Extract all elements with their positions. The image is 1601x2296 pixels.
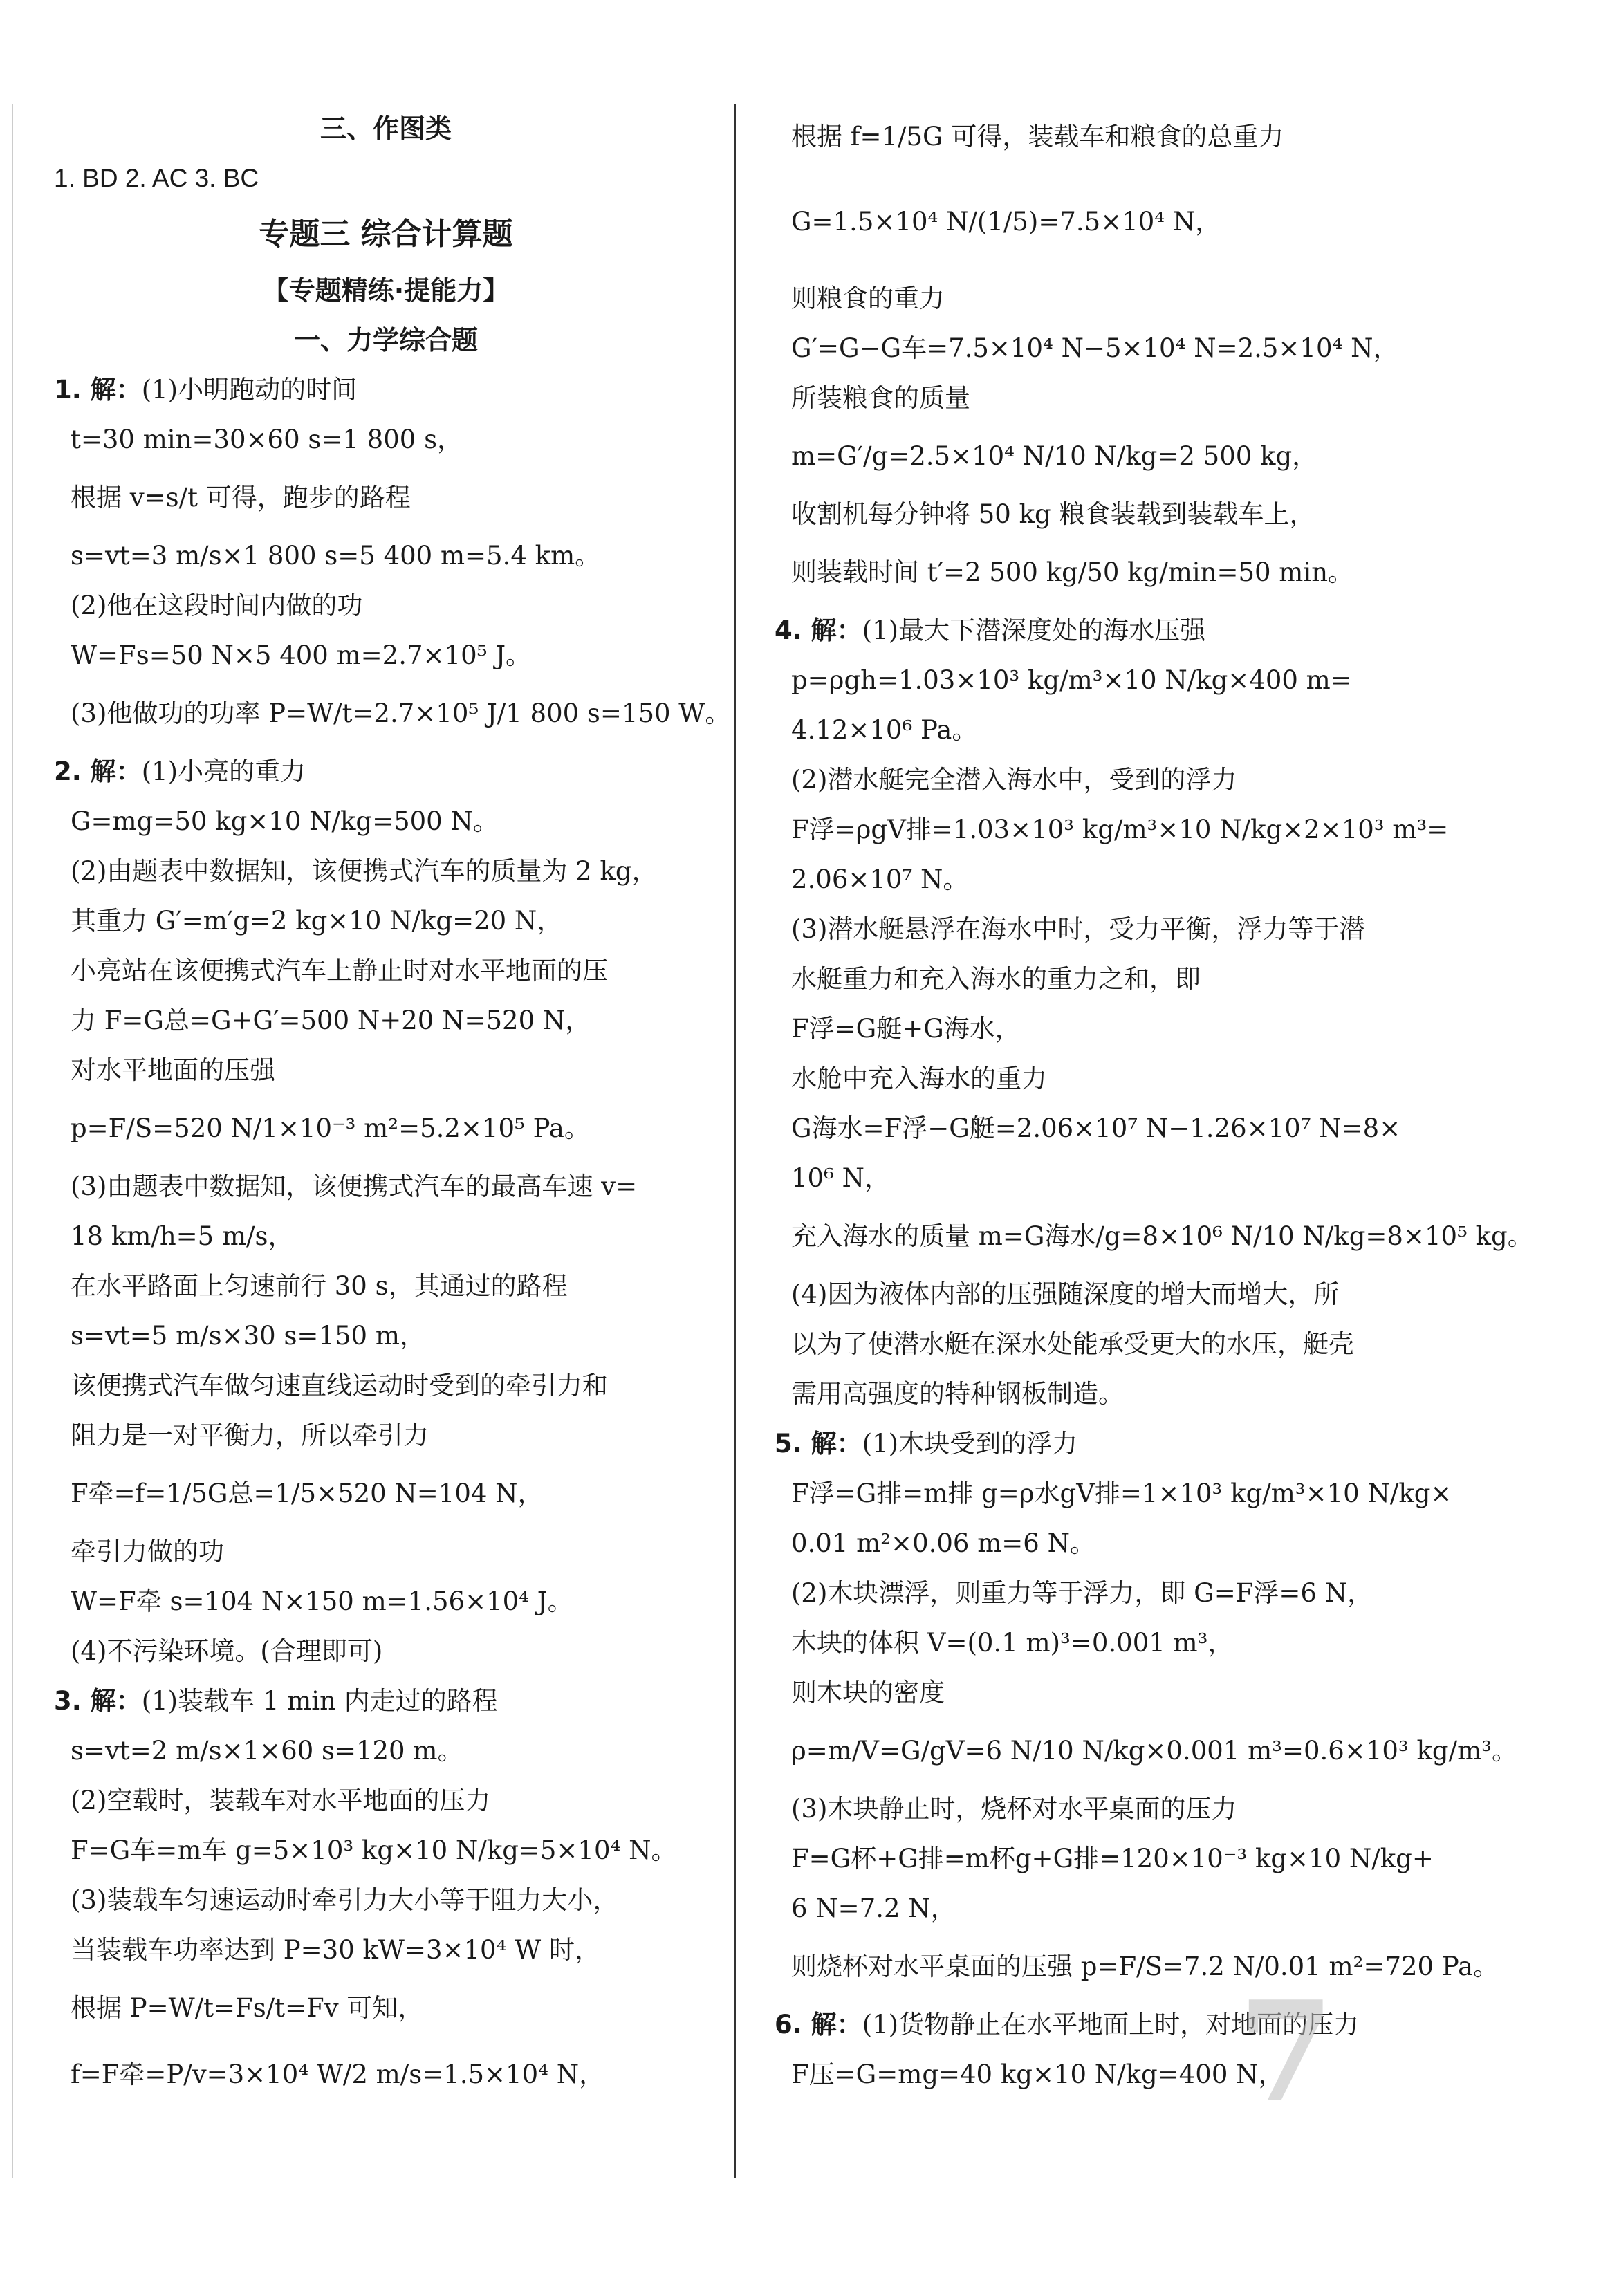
- right-line: (2)木块漂浮，则重力等于浮力，即 G=F浮=6 N，: [791, 1578, 1373, 1608]
- left-line: (2)由题表中数据知，该便携式汽车的质量为 2 kg，: [71, 856, 658, 886]
- right-line: 则烧杯对水平桌面的压强 p=F/S=7.2 N/0.01 m²=720 Pa。: [791, 1952, 1499, 1981]
- left-line: 【专题精练·提能力】: [262, 275, 510, 306]
- left-line: s=vt=3 m/s×1 800 s=5 400 m=5.4 km。: [71, 541, 601, 571]
- question-number: 5. 解：: [775, 1429, 862, 1459]
- left-line: (3)由题表中数据知，该便携式汽车的最高车速 v=: [71, 1172, 638, 1201]
- left-line: W=F牵 s=104 N×150 m=1.56×10⁴ J。: [71, 1586, 573, 1616]
- right-line: (3)木块静止时，烧杯对水平桌面的压力: [791, 1794, 1237, 1824]
- left-line: 力 F=G总=G+G′=500 N+20 N=520 N，: [71, 1006, 591, 1035]
- left-line: t=30 min=30×60 s=1 800 s，: [71, 425, 463, 454]
- left-line: 1. 解：(1)小明跑动的时间: [54, 375, 358, 405]
- right-line: 0.01 m²×0.06 m=6 N。: [791, 1528, 1095, 1558]
- question-number: 4. 解：: [775, 615, 862, 645]
- left-line: F=G车=m车 g=5×10³ kg×10 N/kg=5×10⁴ N。: [71, 1835, 677, 1865]
- question-number: 3. 解：: [54, 1686, 142, 1716]
- right-line: F压=G=mg=40 kg×10 N/kg=400 N，: [791, 2059, 1284, 2089]
- left-line: p=F/S=520 N/1×10⁻³ m²=5.2×10⁵ Pa。: [71, 1113, 590, 1143]
- left-line: 3. 解：(1)装载车 1 min 内走过的路程: [54, 1686, 498, 1716]
- right-line: 则木块的密度: [791, 1678, 945, 1707]
- left-line: 小亮站在该便携式汽车上静止时对水平地面的压: [71, 956, 608, 985]
- left-line: s=vt=2 m/s×1×60 s=120 m。: [71, 1736, 463, 1766]
- left-column: [54, 104, 731, 2108]
- right-line: F浮=G艇+G海水，: [791, 1014, 1021, 1044]
- left-line: (2)空载时，装载车对水平地面的压力: [71, 1786, 491, 1815]
- left-line: 一、力学综合题: [293, 325, 478, 355]
- left-line: 三、作图类: [320, 113, 452, 144]
- right-line: G=1.5×10⁴ N/(1/5)=7.5×10⁴ N，: [791, 207, 1221, 237]
- right-line: 需用高强度的特种钢板制造。: [791, 1379, 1124, 1409]
- left-line: 该便携式汽车做匀速直线运动时受到的牵引力和: [71, 1371, 608, 1400]
- right-line: 6. 解：(1)货物静止在水平地面上时，对地面的压力: [775, 2010, 1360, 2039]
- question-number: 6. 解：: [775, 2010, 862, 2039]
- right-line: (4)因为液体内部的压强随深度的增大而增大，所: [791, 1279, 1340, 1309]
- right-line: (2)潜水艇完全潜入海水中，受到的浮力: [791, 765, 1237, 795]
- right-line: G海水=F浮−G艇=2.06×10⁷ N−1.26×10⁷ N=8×: [791, 1113, 1401, 1143]
- left-line: 1. BD 2. AC 3. BC: [54, 164, 259, 192]
- right-line: 2.06×10⁷ N。: [791, 864, 969, 894]
- right-line: 6 N=7.2 N，: [791, 1894, 956, 1923]
- left-line: 18 km/h=5 m/s，: [71, 1221, 294, 1251]
- right-line: ρ=m/V=G/gV=6 N/10 N/kg×0.001 m³=0.6×10³ kg/m³。: [791, 1736, 1518, 1766]
- left-line: 当装载车功率达到 P=30 kW=3×10⁴ W 时，: [71, 1935, 600, 1965]
- page-number-watermark: 7: [1238, 1971, 1335, 2133]
- right-line: 根据 f=1/5G 可得，装载车和粮食的总重力: [791, 122, 1284, 151]
- question-number: 1. 解：: [54, 375, 142, 405]
- margin-rule: [12, 104, 13, 2178]
- right-line: 4. 解：(1)最大下潜深度处的海水压强: [775, 615, 1206, 645]
- question-number: 2. 解：: [54, 757, 142, 786]
- left-line: 阻力是一对平衡力，所以牵引力: [71, 1420, 429, 1450]
- right-line: 所装粮食的质量: [791, 383, 970, 413]
- left-line: s=vt=5 m/s×30 s=150 m，: [71, 1321, 425, 1351]
- left-line: 根据 P=W/t=Fs/t=Fv 可知，: [71, 1993, 424, 2023]
- left-line: F牵=f=1/5G总=1/5×520 N=104 N，: [71, 1479, 544, 1508]
- right-line: G′=G−G车=7.5×10⁴ N−5×10⁴ N=2.5×10⁴ N，: [791, 333, 1399, 363]
- right-line: F浮=ρgV排=1.03×10³ kg/m³×10 N/kg×2×10³ m³=: [791, 815, 1449, 844]
- left-line: (2)他在这段时间内做的功: [71, 591, 363, 620]
- left-line: 在水平路面上匀速前行 30 s，其通过的路程: [71, 1271, 568, 1301]
- right-line: 水舱中充入海水的重力: [791, 1064, 1047, 1093]
- right-line: 5. 解：(1)木块受到的浮力: [775, 1429, 1078, 1459]
- right-column: [775, 104, 1533, 2100]
- left-line: 对水平地面的压强: [71, 1055, 275, 1085]
- left-line: 根据 v=s/t 可得，跑步的路程: [71, 483, 411, 512]
- right-line: 以为了使潜水艇在深水处能承受更大的水压，艇壳: [791, 1329, 1354, 1359]
- right-line: 10⁶ N，: [791, 1163, 891, 1193]
- left-line: 其重力 G′=m′g=2 kg×10 N/kg=20 N，: [71, 906, 563, 936]
- right-line: 木块的体积 V=(0.1 m)³=0.001 m³，: [791, 1628, 1234, 1658]
- right-line: F浮=G排=m排 g=ρ水gV排=1×10³ kg/m³×10 N/kg×: [791, 1479, 1452, 1508]
- left-line: f=F牵=P/v=3×10⁴ W/2 m/s=1.5×10⁴ N，: [71, 2059, 605, 2089]
- left-line: (4)不污染环境。(合理即可): [71, 1636, 383, 1666]
- right-line: F=G杯+G排=m杯g+G排=120×10⁻³ kg×10 N/kg+: [791, 1844, 1434, 1873]
- right-line: (3)潜水艇悬浮在海水中时，受力平衡，浮力等于潜: [791, 914, 1365, 944]
- right-line: 水艇重力和充入海水的重力之和，即: [791, 964, 1201, 994]
- right-line: m=G′/g=2.5×10⁴ N/10 N/kg=2 500 kg，: [791, 441, 1318, 471]
- right-line: 收割机每分钟将 50 kg 粮食装载到装载车上，: [791, 499, 1315, 529]
- right-line: 则装载时间 t′=2 500 kg/50 kg/min=50 min。: [791, 557, 1354, 587]
- right-line: 充入海水的质量 m=G海水/g=8×10⁶ N/10 N/kg=8×10⁵ kg。: [791, 1221, 1533, 1251]
- left-line: (3)他做功的功率 P=W/t=2.7×10⁵ J/1 800 s=150 W。: [71, 698, 731, 728]
- right-line: p=ρgh=1.03×10³ kg/m³×10 N/kg×400 m=: [791, 665, 1352, 695]
- left-line: (3)装载车匀速运动时牵引力大小等于阻力大小，: [71, 1885, 619, 1915]
- left-line: W=Fs=50 N×5 400 m=2.7×10⁵ J。: [71, 640, 532, 670]
- left-line: 牵引力做的功: [71, 1537, 224, 1566]
- right-line: 4.12×10⁶ Pa。: [791, 715, 978, 745]
- left-line: 2. 解：(1)小亮的重力: [54, 757, 306, 786]
- left-line: 专题三 综合计算题: [259, 216, 513, 252]
- column-divider: [734, 104, 736, 2178]
- right-line: 则粮食的重力: [791, 284, 945, 313]
- left-line: G=mg=50 kg×10 N/kg=500 N。: [71, 806, 499, 836]
